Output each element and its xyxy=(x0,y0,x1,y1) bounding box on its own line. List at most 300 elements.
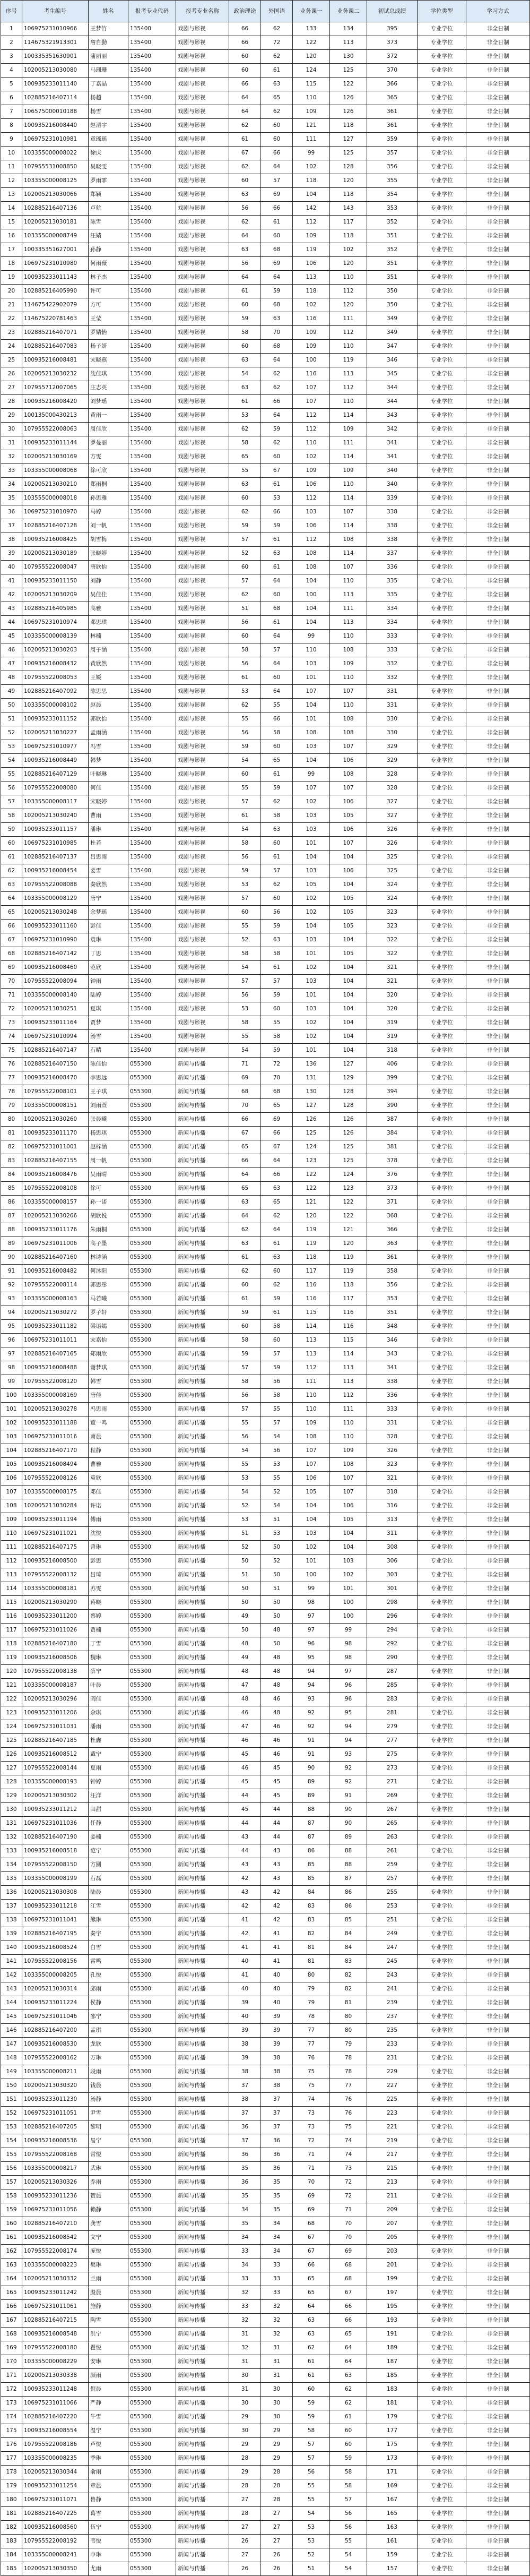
table-cell: 37 xyxy=(229,2134,261,2148)
table-cell: 黄欣然 xyxy=(89,657,128,671)
table-cell: 101 xyxy=(330,1582,367,1596)
table-row xyxy=(1,2176,530,2189)
table-cell: 非全日制 xyxy=(466,2424,530,2438)
table-cell: 324 xyxy=(367,878,418,892)
table-cell: 新闻与传播 xyxy=(176,2438,229,2452)
table-cell: 48 xyxy=(261,1679,293,1693)
table-cell: 118 xyxy=(1,1637,22,1651)
table-cell: 217 xyxy=(367,2148,418,2162)
table-cell: 055300 xyxy=(128,1278,176,1292)
table-cell: 44 xyxy=(229,1789,261,1803)
table-cell: 146 xyxy=(1,2024,22,2038)
header-cell: 序号 xyxy=(1,1,22,22)
table-cell: 55 xyxy=(229,782,261,795)
table-cell: 37 xyxy=(229,2079,261,2093)
table-cell: 102 xyxy=(293,160,330,174)
table-cell: 100935233011200 xyxy=(22,1610,89,1624)
table-cell: 59 xyxy=(229,1347,261,1361)
table-cell: 055300 xyxy=(128,2314,176,2328)
table-cell: 非全日制 xyxy=(466,395,530,409)
table-cell: 43 xyxy=(261,1844,293,1858)
table-cell: 专业学位 xyxy=(418,712,466,726)
table-cell: 341 xyxy=(367,450,418,464)
table-cell: 64 xyxy=(229,229,261,243)
table-cell: 171 xyxy=(1,2369,22,2383)
table-cell: 30 xyxy=(261,2410,293,2424)
table-cell: 103355000008205 xyxy=(22,1969,89,1982)
table-cell: 167 xyxy=(367,2493,418,2507)
table-cell: 71 xyxy=(1,989,22,1002)
table-cell: 戏剧与影视 xyxy=(176,657,229,671)
table-cell: 专业学位 xyxy=(418,395,466,409)
table-cell: 100335351627001 xyxy=(22,243,89,257)
table-cell: 非全日制 xyxy=(466,450,530,464)
table-cell: 新闻与传播 xyxy=(176,1416,229,1430)
table-cell: 64 xyxy=(261,574,293,588)
table-cell: 287 xyxy=(367,1665,418,1679)
table-cell: 335 xyxy=(367,588,418,602)
header-cell: 考生编号 xyxy=(22,1,89,22)
table-cell: 62 xyxy=(261,367,293,381)
table-cell: 45 xyxy=(261,1789,293,1803)
table-cell: 张晓婷 xyxy=(89,547,128,561)
table-cell: 戏剧与影视 xyxy=(176,105,229,119)
table-cell: 61 xyxy=(261,561,293,574)
table-cell: 70 xyxy=(229,1099,261,1113)
table-cell: 高雅 xyxy=(89,602,128,616)
table-cell: 66 xyxy=(261,202,293,216)
table-row xyxy=(1,1002,530,1016)
table-cell: 戏剧与影视 xyxy=(176,188,229,202)
table-cell: 326 xyxy=(367,1444,418,1458)
table-cell: 122 xyxy=(293,1182,330,1196)
table-cell: 58 xyxy=(261,809,293,823)
table-cell: 非全日制 xyxy=(466,381,530,395)
table-cell: 新闻与传播 xyxy=(176,1789,229,1803)
table-cell: 戏剧与影视 xyxy=(176,616,229,630)
table-cell: 055300 xyxy=(128,1651,176,1665)
table-cell: 102005213030278 xyxy=(22,1403,89,1416)
table-cell: 42 xyxy=(229,1927,261,1941)
table-cell: 新闻与传播 xyxy=(176,1071,229,1085)
table-cell: 114 xyxy=(330,547,367,561)
table-cell: 49 xyxy=(229,1610,261,1624)
table-cell: 201 xyxy=(367,2259,418,2272)
table-cell: 丁嘉晶 xyxy=(89,78,128,91)
table-cell: 60 xyxy=(261,1002,293,1016)
table-cell: 59 xyxy=(261,1361,293,1375)
table-cell: 韦悦 xyxy=(89,2535,128,2548)
table-cell: 117 xyxy=(1,1624,22,1637)
table-cell: 戏剧与影视 xyxy=(176,354,229,367)
table-cell: 338 xyxy=(367,1375,418,1389)
table-cell: 非全日制 xyxy=(466,1831,530,1844)
table-cell: 新闻与传播 xyxy=(176,1127,229,1140)
table-cell: 241 xyxy=(367,1982,418,1996)
table-cell: 40 xyxy=(229,1982,261,1996)
table-body xyxy=(1,22,530,2576)
table-cell: 055300 xyxy=(128,1168,176,1182)
table-cell: 51 xyxy=(261,1513,293,1527)
table-cell: 354 xyxy=(367,188,418,202)
table-cell: 83 xyxy=(293,1900,330,1913)
table-cell: 专业学位 xyxy=(418,2065,466,2079)
table-cell: 专业学位 xyxy=(418,1996,466,2010)
table-cell: 126 xyxy=(1,1748,22,1762)
table-row xyxy=(1,1651,530,1665)
table-cell: 袁琳 xyxy=(89,933,128,947)
table-cell: 专业学位 xyxy=(418,1016,466,1030)
table-cell: 99 xyxy=(330,1624,367,1637)
table-cell: 126 xyxy=(293,1113,330,1127)
table-cell: 70 xyxy=(330,2231,367,2245)
table-row xyxy=(1,2203,530,2217)
table-cell: 107 xyxy=(1,1486,22,1499)
table-cell: 新闻与传播 xyxy=(176,1982,229,1996)
table-cell: 359 xyxy=(367,133,418,147)
table-cell: 乔雨 xyxy=(89,2176,128,2189)
table-cell: 95 xyxy=(1,1320,22,1334)
table-cell: 季琳 xyxy=(89,2452,128,2466)
table-cell: 雷鸣 xyxy=(89,1955,128,1969)
table-cell: 66 xyxy=(261,1127,293,1140)
table-cell: 85 xyxy=(330,1913,367,1927)
table-cell: 055300 xyxy=(128,2038,176,2051)
table-cell: 107955522008144 xyxy=(22,1762,89,1775)
table-cell: 新闻与传播 xyxy=(176,2217,229,2231)
table-row xyxy=(1,1803,530,1817)
table-cell: 73 xyxy=(1,1016,22,1030)
table-cell: 非全日制 xyxy=(466,1541,530,1555)
table-cell: 89 xyxy=(293,1775,330,1789)
table-cell: 94 xyxy=(330,1734,367,1748)
table-cell: 专业学位 xyxy=(418,1624,466,1637)
table-cell: 26 xyxy=(229,2562,261,2576)
table-cell: 汪婧 xyxy=(89,229,128,243)
table-cell: 非全日制 xyxy=(466,216,530,229)
table-cell: 非全日制 xyxy=(466,1720,530,1734)
table-cell: 122 xyxy=(1,1693,22,1706)
table-cell: 专业学位 xyxy=(418,2355,466,2369)
table-cell: 120 xyxy=(330,1237,367,1251)
table-cell: 50 xyxy=(261,1596,293,1610)
table-cell: 丁思 xyxy=(89,947,128,961)
table-cell: 106975231010966 xyxy=(22,22,89,36)
table-cell: 163 xyxy=(367,2521,418,2535)
table-cell: 103 xyxy=(293,933,330,947)
table-cell: 110 xyxy=(330,574,367,588)
table-row xyxy=(1,1610,530,1624)
table-cell: 215 xyxy=(367,2162,418,2176)
header-cell: 姓名 xyxy=(89,1,128,22)
table-cell: 109 xyxy=(330,423,367,436)
table-cell: 332 xyxy=(367,671,418,685)
table-cell: 55 xyxy=(229,920,261,933)
table-cell: 83 xyxy=(1,1154,22,1168)
table-cell: 专业学位 xyxy=(418,367,466,381)
table-cell: 114675422902079 xyxy=(22,298,89,312)
table-cell: 高子墨 xyxy=(89,1237,128,1251)
table-cell: 135400 xyxy=(128,326,176,340)
table-cell: 100935233011144 xyxy=(22,436,89,450)
table-cell: 055300 xyxy=(128,2010,176,2024)
table-cell: 116 xyxy=(293,367,330,381)
table-cell: 林子杰 xyxy=(89,271,128,285)
table-cell: 101 xyxy=(293,671,330,685)
table-cell: 非全日制 xyxy=(466,257,530,271)
table-cell: 60 xyxy=(261,450,293,464)
table-cell: 109 xyxy=(293,340,330,354)
table-cell: 055300 xyxy=(128,2245,176,2259)
table-cell: 108 xyxy=(293,547,330,561)
table-cell: 郑雨桐 xyxy=(89,478,128,492)
table-cell: 非全日制 xyxy=(466,2507,530,2521)
table-cell: 马珊珊 xyxy=(89,64,128,78)
table-cell: 戏剧与影视 xyxy=(176,436,229,450)
table-cell: 47 xyxy=(229,1679,261,1693)
table-cell: 102005213030290 xyxy=(22,1596,89,1610)
table-cell: 055300 xyxy=(128,2438,176,2452)
table-cell: 60 xyxy=(261,133,293,147)
table-cell: 专业学位 xyxy=(418,1223,466,1237)
table-cell: 新闻与传播 xyxy=(176,2452,229,2466)
table-cell: 62 xyxy=(330,2383,367,2397)
table-cell: 19 xyxy=(1,271,22,285)
table-cell: 329 xyxy=(367,754,418,768)
table-row xyxy=(1,602,530,616)
table-cell: 专业学位 xyxy=(418,1002,466,1016)
table-cell: 新闻与传播 xyxy=(176,2535,229,2548)
table-cell: 055300 xyxy=(128,2272,176,2286)
table-row xyxy=(1,933,530,947)
table-cell: 26 xyxy=(229,2535,261,2548)
table-cell: 109 xyxy=(330,657,367,671)
table-cell: 2 xyxy=(1,36,22,50)
table-cell: 曹雨 xyxy=(89,809,128,823)
table-cell: 135400 xyxy=(128,712,176,726)
table-cell: 102885216407155 xyxy=(22,1154,89,1168)
table-row xyxy=(1,1706,530,1720)
table-row xyxy=(1,989,530,1002)
table-cell: 155 xyxy=(1,2148,22,2162)
table-cell: 58 xyxy=(1,809,22,823)
table-cell: 108 xyxy=(293,1430,330,1444)
table-cell: 新闻与传播 xyxy=(176,2479,229,2493)
table-cell: 110 xyxy=(330,671,367,685)
table-cell: 吴佳佳 xyxy=(89,588,128,602)
table-cell: 103355000008022 xyxy=(22,147,89,160)
table-cell: 戏剧与影视 xyxy=(176,699,229,712)
table-cell: 非全日制 xyxy=(466,271,530,285)
table-cell: 专业学位 xyxy=(418,989,466,1002)
table-cell: 30 xyxy=(1,423,22,436)
table-cell: 非全日制 xyxy=(466,78,530,91)
table-cell: 61 xyxy=(261,851,293,864)
table-cell: 395 xyxy=(367,22,418,36)
table-cell: 严静 xyxy=(89,2397,128,2410)
table-cell: 60 xyxy=(261,1265,293,1278)
table-cell: 055300 xyxy=(128,1389,176,1403)
table-cell: 110 xyxy=(293,643,330,657)
table-cell: 方雯 xyxy=(89,450,128,464)
table-cell: 彭思 xyxy=(89,1555,128,1568)
table-cell: 余梦瑶 xyxy=(89,906,128,920)
table-cell: 专业学位 xyxy=(418,1113,466,1127)
table-cell: 105 xyxy=(330,809,367,823)
table-row xyxy=(1,920,530,933)
table-cell: 106975231010985 xyxy=(22,837,89,851)
table-cell: 107955522008150 xyxy=(22,1858,89,1872)
table-cell: 102005213030344 xyxy=(22,2466,89,2479)
table-cell: 61 xyxy=(261,616,293,630)
table-cell: 专业学位 xyxy=(418,174,466,188)
table-cell: 非全日制 xyxy=(466,809,530,823)
table-cell: 赵清宇 xyxy=(89,119,128,133)
table-row xyxy=(1,478,530,492)
table-cell: 孙思雅 xyxy=(89,492,128,505)
table-cell: 专业学位 xyxy=(418,671,466,685)
table-cell: 100935216008512 xyxy=(22,1748,89,1762)
table-cell: 何沐阳 xyxy=(89,1265,128,1278)
table-row xyxy=(1,1720,530,1734)
table-cell: 63 xyxy=(229,243,261,257)
table-cell: 非全日制 xyxy=(466,1320,530,1334)
table-cell: 64 xyxy=(330,2341,367,2355)
table-cell: 116 xyxy=(330,1320,367,1334)
table-cell: 56 xyxy=(229,989,261,1002)
table-cell: 103 xyxy=(330,1555,367,1568)
table-cell: 104 xyxy=(293,851,330,864)
table-row xyxy=(1,2120,530,2134)
table-cell: 147 xyxy=(1,2038,22,2051)
table-cell: 58 xyxy=(229,1334,261,1347)
table-row xyxy=(1,947,530,961)
table-cell: 178 xyxy=(1,2466,22,2479)
table-cell: 055300 xyxy=(128,1223,176,1237)
table-cell: 61 xyxy=(229,395,261,409)
table-cell: 戏剧与影视 xyxy=(176,947,229,961)
table-cell: 055300 xyxy=(128,2410,176,2424)
table-cell: 165 xyxy=(1,2286,22,2300)
table-cell: 371 xyxy=(367,1196,418,1209)
table-cell: 新闻与传播 xyxy=(176,1278,229,1292)
table-cell: 新闻与传播 xyxy=(176,1486,229,1499)
table-cell: 275 xyxy=(367,1748,418,1762)
table-cell: 专业学位 xyxy=(418,630,466,643)
table-cell: 100935216008440 xyxy=(22,119,89,133)
table-cell: 055300 xyxy=(128,1237,176,1251)
table-cell: 341 xyxy=(367,1361,418,1375)
table-cell: 100935216008470 xyxy=(22,1071,89,1085)
table-cell: 055300 xyxy=(128,2493,176,2507)
table-cell: 非全日制 xyxy=(466,837,530,851)
table-cell: 85 xyxy=(293,1858,330,1872)
table-cell: 131 xyxy=(1,1817,22,1831)
table-cell: 64 xyxy=(229,1209,261,1223)
table-cell: 135400 xyxy=(128,78,176,91)
table-cell: 非全日制 xyxy=(466,1251,530,1265)
table-row xyxy=(1,2314,530,2328)
table-cell: 110 xyxy=(330,630,367,643)
table-cell: 58 xyxy=(330,2466,367,2479)
table-cell: 非全日制 xyxy=(466,160,530,174)
table-cell: 135400 xyxy=(128,989,176,1002)
table-cell: 谢梦琪 xyxy=(89,1361,128,1375)
table-cell: 102885216407129 xyxy=(22,768,89,782)
table-cell: 梁语嫣 xyxy=(89,1320,128,1334)
table-cell: 专业学位 xyxy=(418,381,466,395)
table-cell: 万琳 xyxy=(89,2051,128,2065)
table-cell: 29 xyxy=(261,2424,293,2438)
table-cell: 233 xyxy=(367,2038,418,2051)
table-cell: 60 xyxy=(1,837,22,851)
table-cell: 102 xyxy=(293,1030,330,1044)
table-cell: 160 xyxy=(1,2217,22,2231)
table-cell: 102005213030240 xyxy=(22,809,89,823)
table-cell: 135400 xyxy=(128,367,176,381)
table-cell: 尤雨 xyxy=(89,2562,128,2576)
table-cell: 055300 xyxy=(128,1679,176,1693)
table-row xyxy=(1,1375,530,1389)
table-cell: 326 xyxy=(367,823,418,837)
table-cell: 28 xyxy=(261,2466,293,2479)
table-cell: 专业学位 xyxy=(418,1085,466,1099)
table-cell: 54 xyxy=(261,1430,293,1444)
table-cell: 59 xyxy=(1,823,22,837)
table-cell: 新闻与传播 xyxy=(176,2010,229,2024)
table-cell: 非全日制 xyxy=(466,1665,530,1679)
table-cell: 67 xyxy=(261,464,293,478)
table-cell: 专业学位 xyxy=(418,2341,466,2355)
table-cell: 231 xyxy=(367,2051,418,2065)
table-row xyxy=(1,1568,530,1582)
table-cell: 055300 xyxy=(128,2162,176,2176)
table-cell: 非全日制 xyxy=(466,133,530,147)
table-cell: 非全日制 xyxy=(466,1706,530,1720)
table-cell: 107955522008180 xyxy=(22,2341,89,2355)
table-cell: 97 xyxy=(293,1610,330,1624)
table-cell: 50 xyxy=(261,1541,293,1555)
table-row xyxy=(1,1596,530,1610)
table-cell: 135400 xyxy=(128,505,176,519)
table-cell: 新闻与传播 xyxy=(176,1624,229,1637)
table-cell: 新闻与传播 xyxy=(176,1913,229,1927)
table-cell: 孟琪 xyxy=(89,2024,128,2038)
table-cell: 115 xyxy=(1,1596,22,1610)
table-cell: 055300 xyxy=(128,1416,176,1430)
table-cell: 钟婷 xyxy=(89,1775,128,1789)
table-cell: 110 xyxy=(330,340,367,354)
table-cell: 93 xyxy=(330,1748,367,1762)
table-cell: 135400 xyxy=(128,837,176,851)
table-cell: 055300 xyxy=(128,2093,176,2107)
table-cell: 103 xyxy=(293,505,330,519)
table-cell: 37 xyxy=(261,2093,293,2107)
table-cell: 249 xyxy=(367,1927,418,1941)
table-cell: 115 xyxy=(293,78,330,91)
header-cell: 初试总成绩 xyxy=(367,1,418,22)
table-cell: 44 xyxy=(261,1831,293,1844)
table-cell: 61 xyxy=(229,1251,261,1265)
table-cell: 64 xyxy=(261,354,293,367)
table-cell: 45 xyxy=(229,1775,261,1789)
table-cell: 102885216407071 xyxy=(22,326,89,340)
table-cell: 104 xyxy=(330,1016,367,1030)
table-cell: 丁雪 xyxy=(89,1637,128,1651)
table-cell: 265 xyxy=(367,1817,418,1831)
table-cell: 116 xyxy=(293,1292,330,1306)
table-cell: 55 xyxy=(229,464,261,478)
